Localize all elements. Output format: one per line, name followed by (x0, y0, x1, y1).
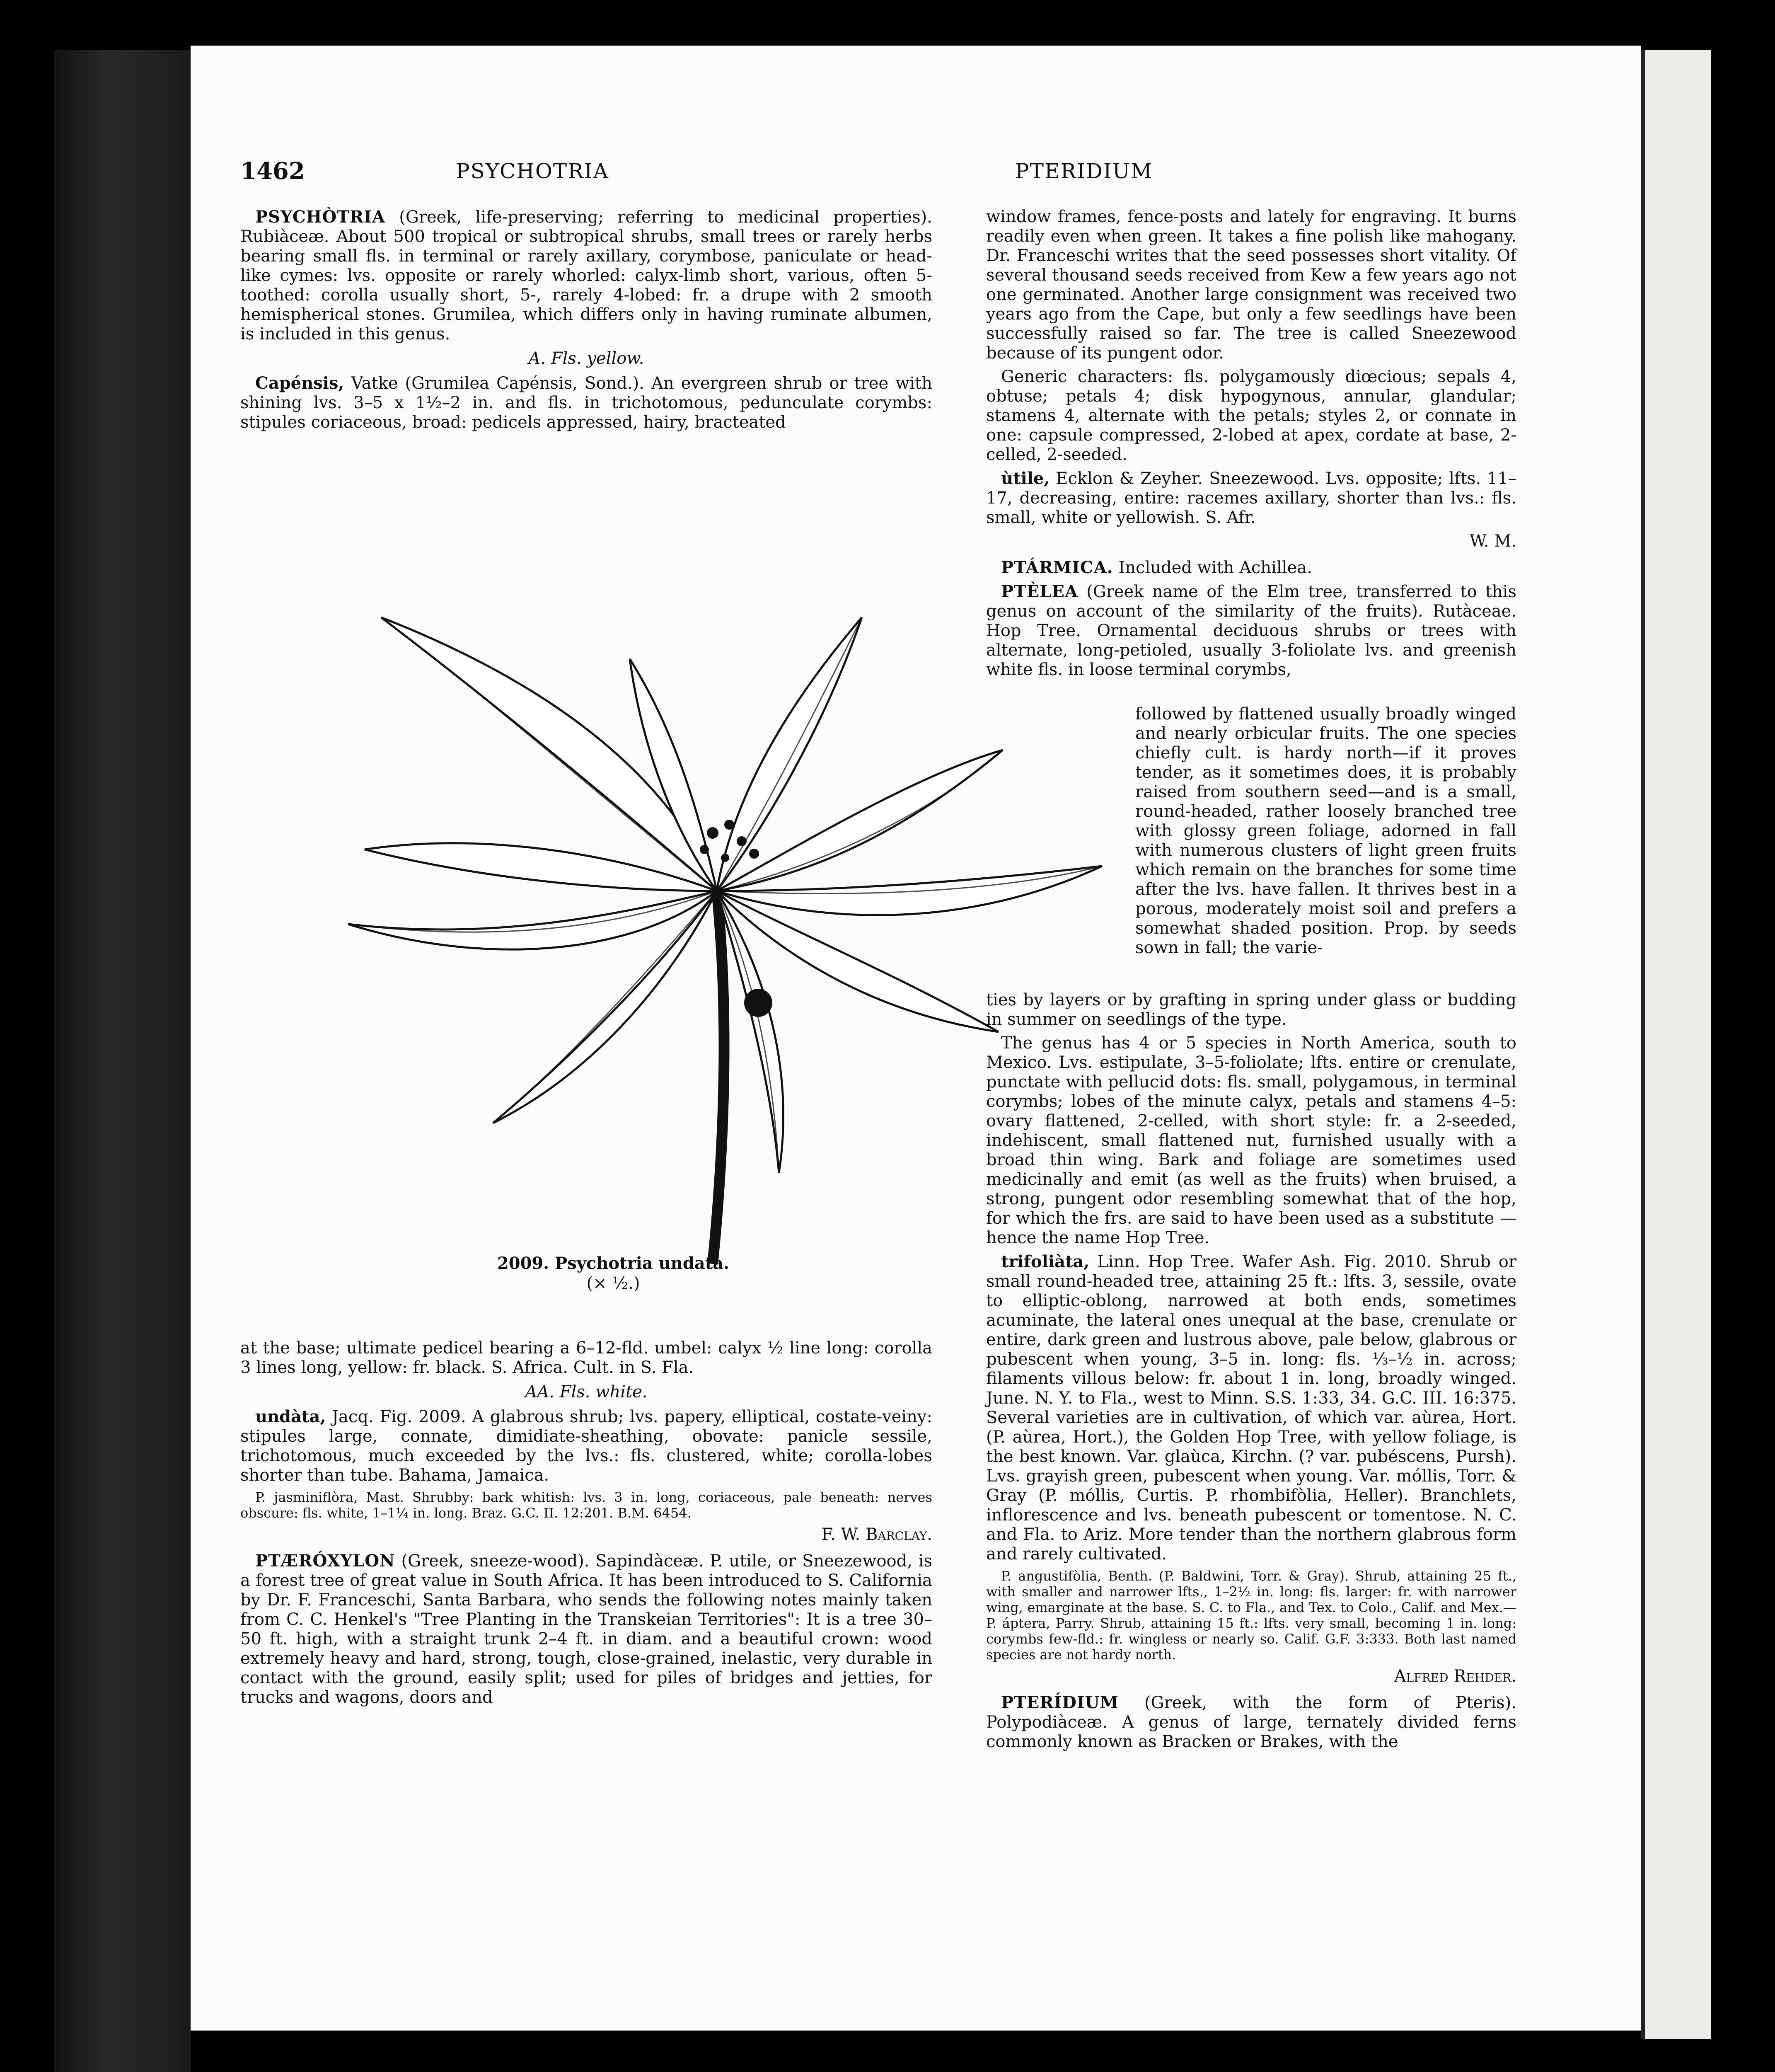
species-heading: undàta, (255, 1407, 326, 1426)
signature-wm: W. M. (1469, 532, 1516, 551)
column-1-top (240, 207, 932, 436)
species-heading: Capénsis, (255, 373, 344, 393)
entry-ptarmica: PTÁRMICA. Included with Achillea. (1001, 558, 1312, 577)
entry-ptelea: PTÈLEA (Greek name of the Elm tree, transferred to this genus on account of the similarity of the fruits). Rutàceae. Hop Tree. Ornamental deciduous shrubs or trees with alternate, long-petioled, usually 3-foliolate lvs. and greenish white fls. in loose terminal corymbs, (986, 582, 1516, 679)
subheading-aa: AA. Fls. white. (525, 1382, 648, 1402)
capensis-continued: at the base; ultimate pedicel bearing a 6–12-fld. umbel: calyx ½ line long: corolla 3 lines long, yellow: fr. black. S. Africa. Cult. in S. Fla. (240, 1339, 932, 1377)
signature-barclay: F. W. Barclay. (821, 1525, 932, 1544)
column-1-bottom (240, 1339, 932, 1711)
entry-utile: ùtile, Ecklon & Zeyher. Sneezewood. Lvs. opposite; lfts. 11–17, decreasing, entire: racemes axillary, shorter than lvs.: fls. small, white or yellowish. S. Afr. (986, 469, 1516, 527)
header-right-word: PTERIDIUM (1015, 159, 1153, 183)
ptaeroxylon-continued: window frames, fence-posts and lately for engraving. It burns readily even when green. It takes a fine polish like mahogany. Dr. Franceschi writes that the seed possesses short vitality. Of several thousand seeds received from Kew a few years ago not one germinated. Another large consignment was received two years ago from the Cape, but only a few seedlings have been successfully raised so far. The tree is called Sneezewood because of its pungent odor. (986, 207, 1516, 363)
caption-scale: (× ½.) (586, 1274, 640, 1293)
caption-title: 2009. Psychotria undata. (497, 1254, 730, 1273)
column-2-top (986, 207, 1516, 684)
book-page-edge (1641, 50, 1711, 2039)
entry-heading: PTÈLEA (1001, 582, 1078, 601)
ptelea-prop-continued: ties by layers or by grafting in spring under glass or budding in summer on seedlings of the type. (986, 990, 1516, 1029)
column-2-wrap (1135, 704, 1516, 962)
entry-undata: undàta, Jacq. Fig. 2009. A glabrous shrub; lvs. papery, elliptical, costate-veiny: stipules large, connate, dimidiate-sheathing, obovate: panicle sessile, trichotomous, much exceeded by the lvs.: fls. clustered, white; corolla-lobes shorter than tube. Bahama, Jamaica. (240, 1407, 932, 1485)
entry-trifoliata: trifoliàta, Linn. Hop Tree. Wafer Ash. Fig. 2010. Shrub or small round-headed tree, attaining 25 ft.: lfts. 3, sessile, ovate to elliptic-oblong, narrowed at both ends, sometimes acuminate, the lateral ones unequal at the base, crenulate or entire, dark green and lustrous above, pale below, glabrous or pubescent when young, 3–5 in. long: fls. ⅓–½ in. across; filaments villous below: fr. about 1 in. long, broadly winged. June. N. Y. to Fla., west to Minn. S.S. 1:33, 34. G.C. III. 16:375. Several varieties are in cultivation, of which var. aùrea, Hort. (P. aùrea, Hort.), the Golden Hop Tree, with yellow foliage, is the best known. Var. glaùca, Kirchn. (? var. pubéscens, Pursh). Lvs. grayish green, pubescent when young. Var. móllis, Torr. & Gray (P. móllis, Curtis. P. rhombifòlia, Heller). Branchlets, inflorescence and lvs. beneath pubescent or tomentose. N. C. and Fla. to Ariz. More tender than the northern glabrous form and rarely cultivated. (986, 1252, 1517, 1564)
entry-psychotria: PSYCHÒTRIA (Greek, life-preserving; referring to medicinal properties). Rubiàceæ. About 500 tropical or subtropical shrubs, small trees or rarely herbs bearing small fls. in terminal or rarely axillary, corymbose, paniculate or head-like cymes: lvs. opposite or rarely whorled: calyx-limb short, various, often 5-toothed: corolla usually short, 5-, rarely 4-lobed: fr. a drupe with 2 smooth hemispherical stones. Grumilea, which differs only in having ruminate albumen, is included in this genus. (240, 207, 933, 344)
page-number: 1462 (240, 157, 305, 185)
ptelea-description: followed by flattened usually broadly winged and nearly orbicular fruits. The one species chiefly cult. is hardy north—if it proves tender, as it sometimes does, it is probably raised from southern seed—and is a small, round-headed, rather loosely branched tree with glossy green foliage, adorned in fall with numerous clusters of light green fruits which remain on the branches for some time after the lvs. have fallen. It thrives best in a porous, moderately moist soil and prefers a somewhat shaded position. Prop. by seeds sown in fall; the varie- (1135, 704, 1516, 957)
entry-capensis: Capénsis, Vatke (Grumilea Capénsis, Sond.). An evergreen shrub or tree with shining lvs. 3–5 x 1½–2 in. and fls. in trichotomous, pedunculate corymbs: stipules coriaceous, broad: pedicels appressed, hairy, bracteated (240, 373, 933, 432)
header-left-word: PSYCHOTRIA (456, 159, 609, 183)
entry-heading: PTERÍDIUM (1001, 1693, 1119, 1712)
generic-characters: Generic characters: fls. polygamously diœcious; sepals 4, obtuse; petals 4; disk hypogynous, annular, glandular; stamens 4, alternate with the petals; styles 2, or connate in one: capsule compressed, 2-lobed at apex, cordate at base, 2-celled, 2-seeded. (986, 367, 1516, 464)
note-jasminiflora: P. jasminiflòra, Mast. Shrubby: bark whitish: lvs. 3 in. long, coriaceous, pale beneath: nerves obscure: fls. white, 1–1¼ in. long. Braz. G.C. II. 12:201. B.M. 6454. (240, 1489, 932, 1521)
entry-heading: PTÆRÓXYLON (255, 1551, 395, 1571)
species-heading: trifoliàta, (1001, 1252, 1090, 1271)
entry-pteridium: PTERÍDIUM (Greek, with the form of Pteris). Polypodiàceæ. A genus of large, ternately divided ferns commonly known as Bracken or Brakes, with the (986, 1693, 1516, 1751)
entry-heading: PSYCHÒTRIA (255, 207, 386, 227)
entry-heading: PTÁRMICA. (1001, 558, 1113, 577)
species-heading: ùtile, (1001, 469, 1050, 488)
book-spine (54, 50, 191, 2072)
signature-rehder: Alfred Rehder. (1394, 1667, 1516, 1686)
entry-ptaeroxylon: PTÆRÓXYLON (Greek, sneeze-wood). Sapindàceæ. P. utile, or Sneezewood, is a forest tree of great value in South Africa. It has been introduced to S. California by Dr. F. Franceschi, Santa Barbara, who sends the following notes mainly taken from C. C. Henkel's "Tree Planting in the Transkeian Territories": It is a tree 30–50 ft. high, with a straight trunk 2–4 ft. in diam. and a beautiful crown: wood extremely heavy and hard, strong, tough, close-grained, inelastic, very durable in contact with the ground, easily split; used for piles of bridges and jetties, for trucks and wagons, doors and (240, 1551, 932, 1707)
running-header (240, 157, 1525, 195)
subheading-a: A. Fls. yellow. (528, 349, 644, 368)
note-angustifolia: P. angustifòlia, Benth. (P. Baldwini, Torr. & Gray). Shrub, attaining 25 ft., with smaller and narrower lfts., 1–2½ in. long: fls. larger: fr. with narrower wing, emarginate at the base. S. C. to Fla., and Tex. to Colo., Calif. and Mex.—P. áptera, Parry. Shrub, attaining 15 ft.: lfts. very small, becoming 1 in. long: corymbs few-fld.: fr. wingless or nearly so. Calif. G.F. 3:333. Both last named species are not hardy north. (986, 1568, 1516, 1663)
column-2-bottom (986, 990, 1516, 1756)
genus-description: The genus has 4 or 5 species in North America, south to Mexico. Lvs. estipulate, 3–5-foliolate; lfts. entire or crenulate, punctate with pellucid dots: fls. small, polygamous, in terminal corymbs; lobes of the minute calyx, petals and stamens 4–5: ovary flattened, 2-celled, with short style: fr. a 2-seeded, indehiscent, small flattened nut, furnished usually with a broad thin wing. Bark and foliage are sometimes used medicinally and emit (as well as the fruits) when bruised, a strong, pungent odor resembling somewhat that of the hop, for which the frs. are said to have been used as a substitute —hence the name Hop Tree. (986, 1034, 1516, 1247)
figure-caption (489, 1254, 738, 1293)
